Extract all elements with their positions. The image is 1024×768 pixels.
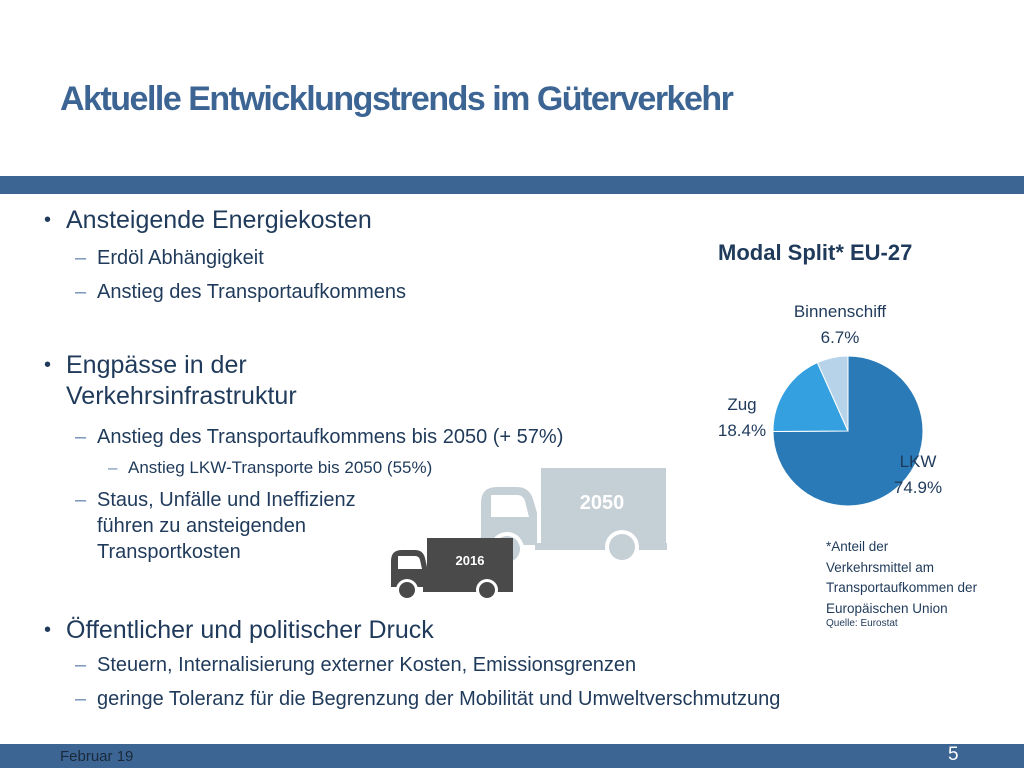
chart-title: Modal Split* EU-27 bbox=[718, 240, 913, 265]
page-number: 5 bbox=[948, 744, 959, 765]
pie-value-lkw: 74.9% bbox=[893, 478, 943, 497]
dash-icon: – bbox=[75, 489, 87, 511]
chart-footnote: *Anteil der Verkehrsmittel am Transportaufkommen der Europäischen Union bbox=[826, 539, 978, 616]
bullet-engpaesse: • Engpässe in der Verkehrsinfrastruktur bbox=[44, 351, 297, 410]
subbullet-steuern: – Steuern, Internalisierung externer Kosten, Emissionsgrenzen bbox=[75, 654, 637, 676]
bullet-dot-icon: • bbox=[44, 619, 52, 641]
bullet-dot-icon: • bbox=[44, 354, 52, 376]
subbullet-erdoel: – Erdöl Abhängigkeit bbox=[75, 247, 264, 269]
dash-icon: – bbox=[75, 654, 87, 676]
bullet-druck: • Öffentlicher und politischer Druck bbox=[44, 616, 434, 644]
pie-chart bbox=[690, 290, 1000, 520]
subbullet-staus: – Staus, Unfälle und Ineffizienz führen zu ansteigenden Transportkosten bbox=[75, 489, 356, 563]
dash-icon: – bbox=[75, 281, 87, 303]
large-truck-label: 2050 bbox=[579, 492, 625, 514]
dash-icon: – bbox=[75, 247, 87, 269]
subbullet-anstieg-2050: – Anstieg des Transportaufkommens bis 2050 (+ 57%) bbox=[75, 426, 564, 448]
subbullet-transportaufkommen: – Anstieg des Transportaufkommens bbox=[75, 281, 407, 303]
small-truck-label: 2016 bbox=[455, 553, 485, 568]
dash-icon: – bbox=[75, 688, 87, 710]
subsubbullet-lkw-transporte: – Anstieg LKW-Transporte bis 2050 (55%) bbox=[108, 458, 433, 477]
truck-illustration bbox=[385, 465, 675, 610]
small-truck-icon bbox=[391, 538, 513, 601]
pie-value-zug: 18.4% bbox=[717, 421, 767, 440]
page-title: Aktuelle Entwicklungstrends im Güterverkehr bbox=[60, 80, 733, 118]
pie-label-lkw: LKW bbox=[899, 452, 937, 471]
bullet-dot-icon: • bbox=[44, 209, 52, 231]
bullet-energiekosten: • Ansteigende Energiekosten bbox=[44, 206, 372, 234]
pie-label-zug: Zug bbox=[727, 395, 757, 414]
source-note: Quelle: Eurostat bbox=[826, 618, 898, 629]
dash-icon: – bbox=[75, 426, 87, 448]
pie-value-binnenschiff: 6.7% bbox=[820, 328, 860, 347]
footer-date: Februar 19 bbox=[60, 748, 134, 765]
pie-label-binnenschiff: Binnenschiff bbox=[793, 302, 887, 321]
header-band bbox=[0, 176, 1024, 194]
footer-band bbox=[0, 744, 1024, 768]
dash-icon: – bbox=[108, 458, 118, 477]
subbullet-toleranz: – geringe Toleranz für die Begrenzung der Mobilität und Umweltverschmutzung bbox=[75, 688, 781, 710]
